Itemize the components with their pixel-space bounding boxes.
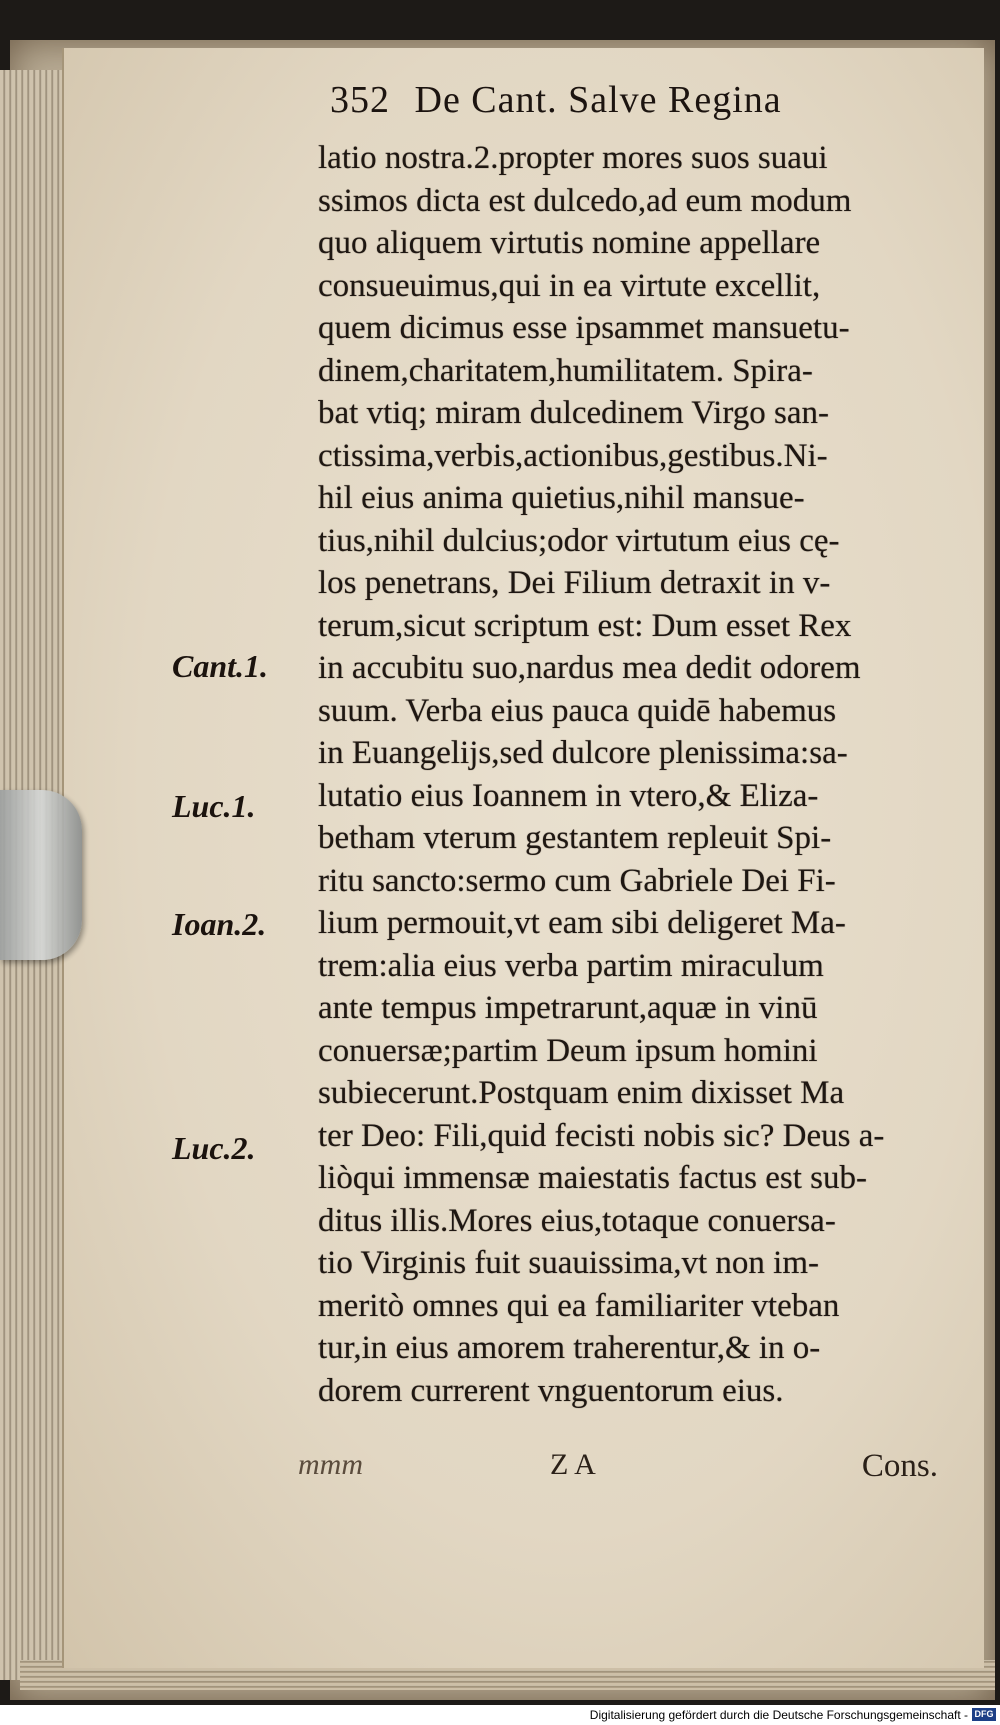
signature-mark: Z A (550, 1448, 596, 1481)
text-line: subiecerunt.Postquam enim dixisset Ma (318, 1075, 845, 1111)
page-clip (0, 790, 82, 960)
page-header (330, 78, 910, 128)
text-line: dinem,charitatem,humilitatem. Spira- (318, 352, 813, 389)
text-line: quem dicimus esse ipsammet mansuetu- (318, 310, 850, 346)
text-line: ctissima,verbis,actionibus,gestibus.Ni- (318, 437, 828, 474)
dfg-logo: DFG (972, 1708, 996, 1721)
text-line: ditus illis.Mores eius,totaque conuersa- (318, 1202, 836, 1239)
page-footer (298, 1448, 938, 1492)
text-line: ante tempus impetrarunt,aquæ in vinū (318, 990, 818, 1026)
text-line: betham vterum gestantem repleuit Spi- (318, 820, 832, 856)
footer-ornament: mmm (298, 1448, 363, 1481)
body-text (318, 137, 968, 1412)
catchword: Cons. (861, 1448, 938, 1484)
text-line: terum,sicut scriptum est: Dum esset Rex (318, 607, 852, 644)
text-line: tur,in eius amorem traherentur,& in o- (318, 1330, 821, 1366)
text-line: hil eius anima quietius,nihil mansue- (318, 480, 805, 516)
text-line: suum. Verba eius pauca quidē habemus (318, 692, 837, 729)
text-line: meritò omnes qui ea familiariter vteban (318, 1287, 840, 1324)
text-line: lutatio eius Ioannem in vtero,& Eliza- (318, 777, 819, 814)
marginal-note: Luc.2. (172, 1130, 256, 1166)
text-line: los penetrans, Dei Filium detraxit in v- (318, 565, 831, 601)
text-line: bat vtiq; miram dulcedinem Virgo san- (318, 395, 829, 431)
text-line: quo aliquem virtutis nomine appellare (318, 225, 821, 261)
text-line: in accubitu suo,nardus mea dedit odorem (318, 650, 861, 686)
text-line: ritu sancto:sermo cum Gabriele Dei Fi- (318, 862, 836, 899)
page-number: 352 (330, 79, 390, 121)
text-line: latio nostra.2.propter mores suos suaui (318, 140, 828, 176)
text-line: trem:alia eius verba partim miraculum (318, 947, 824, 984)
text-line: ssimos dicta est dulcedo,ad eum modum (318, 182, 852, 219)
marginal-note: Cant.1. (172, 648, 269, 684)
marginal-note: Luc.1. (172, 788, 256, 824)
text-line: tius,nihil dulcius;odor virtutum eius cę- (318, 522, 840, 559)
text-line: dorem currerent vnguentorum eius. (318, 1372, 784, 1409)
text-line: lium permouit,vt eam sibi deligeret Ma- (318, 905, 846, 941)
text-line: conuersæ;partim Deum ipsum homini (318, 1032, 818, 1069)
digitization-notice: Digitalisierung gefördert durch die Deutsche Forschungsgemeinschaft - (589, 1708, 968, 1722)
running-title: De Cant. Salve Regina (414, 79, 782, 121)
digitization-bar (0, 1705, 1000, 1725)
text-line: consueuimus,qui in ea virtute excellit, (318, 267, 821, 304)
text-line: liòqui immensæ maiestatis factus est sub- (318, 1160, 868, 1196)
text-line: in Euangelijs,sed dulcore plenissima:sa- (318, 735, 848, 771)
text-line: tio Virginis fuit suauissima,vt non im- (318, 1245, 819, 1281)
marginal-note: Ioan.2. (172, 906, 267, 942)
text-line: ter Deo: Fili,quid fecisti nobis sic? Deus a- (318, 1117, 885, 1154)
